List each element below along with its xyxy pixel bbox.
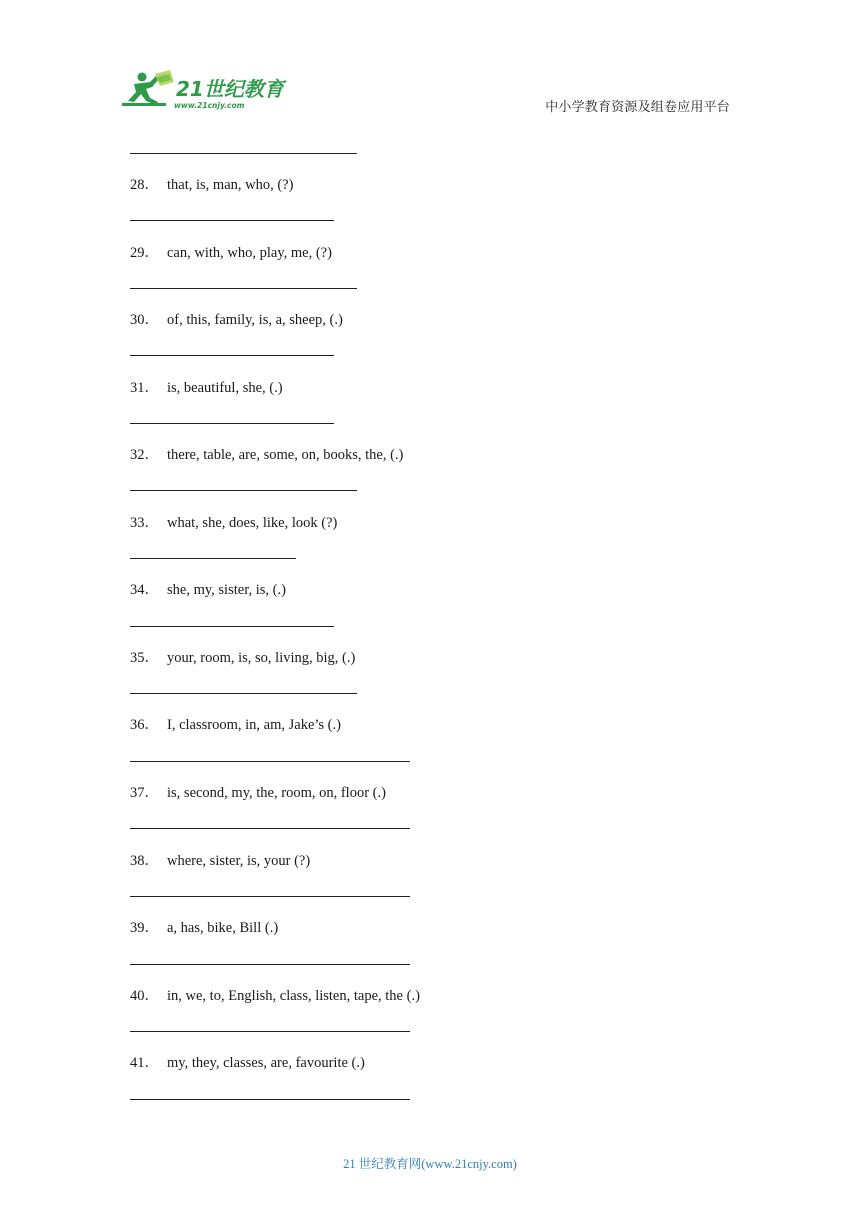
answer-line[interactable] — [130, 220, 334, 221]
question-33 — [130, 511, 337, 532]
question-number: 28． — [130, 177, 159, 193]
answer-line[interactable] — [130, 1031, 410, 1032]
logo-main-text: 21世纪教育 — [176, 77, 284, 101]
answer-line[interactable] — [130, 828, 410, 829]
logo-sub-text: www.21cnjy.com — [174, 101, 245, 110]
question-number: 40． — [130, 988, 159, 1004]
question-number: 30． — [130, 312, 159, 328]
question-number: 33． — [130, 515, 159, 531]
answer-line[interactable] — [130, 693, 357, 694]
answer-line[interactable] — [130, 153, 357, 154]
question-text: where, sister, is, your (?) — [167, 853, 311, 869]
question-text: my, they, classes, are, favourite (.) — [167, 1055, 365, 1071]
answer-line[interactable] — [130, 896, 410, 897]
question-34 — [130, 578, 286, 599]
footer-link[interactable]: 21 世纪教育网(www.21cnjy.com) — [343, 1157, 517, 1171]
answer-line[interactable] — [130, 423, 334, 424]
header-tagline: 中小学教育资源及组卷应用平台 — [545, 100, 730, 115]
site-logo — [122, 68, 292, 114]
question-number: 29． — [130, 245, 159, 261]
answer-line[interactable] — [130, 490, 357, 491]
question-36 — [130, 713, 341, 734]
answer-line[interactable] — [130, 558, 296, 559]
question-28 — [130, 173, 293, 194]
question-number: 38． — [130, 853, 159, 869]
question-text: can, with, who, play, me, (?) — [167, 245, 332, 261]
question-number: 34． — [130, 582, 159, 598]
question-text: I, classroom, in, am, Jake’s (.) — [167, 717, 341, 733]
question-text: of, this, family, is, a, sheep, (.) — [167, 312, 343, 328]
question-number: 41． — [130, 1055, 159, 1071]
question-31 — [130, 376, 283, 397]
question-38 — [130, 849, 310, 870]
answer-line[interactable] — [130, 964, 410, 965]
question-41 — [130, 1051, 365, 1072]
question-number: 35． — [130, 650, 159, 666]
question-40 — [130, 984, 420, 1005]
answer-line[interactable] — [130, 626, 334, 627]
question-text: a, has, bike, Bill (.) — [167, 920, 279, 936]
question-39 — [130, 916, 278, 937]
question-32 — [130, 443, 403, 464]
question-text: is, second, my, the, room, on, floor (.) — [167, 785, 386, 801]
question-number: 32． — [130, 447, 159, 463]
question-number: 31． — [130, 380, 159, 396]
answer-line[interactable] — [130, 355, 334, 356]
question-text: your, room, is, so, living, big, (.) — [167, 650, 356, 666]
question-number: 37． — [130, 785, 159, 801]
question-number: 36． — [130, 717, 159, 733]
question-text: in, we, to, English, class, listen, tape, the (.) — [167, 988, 420, 1004]
question-30 — [130, 308, 343, 329]
question-text: she, my, sister, is, (.) — [167, 582, 286, 598]
answer-line[interactable] — [130, 1099, 410, 1100]
question-29 — [130, 241, 332, 262]
runner-logo-icon — [122, 70, 174, 106]
question-text: what, she, does, like, look (?) — [167, 515, 338, 531]
question-text: there, table, are, some, on, books, the, (.) — [167, 447, 404, 463]
question-text: is, beautiful, she, (.) — [167, 380, 283, 396]
answer-line[interactable] — [130, 288, 357, 289]
question-35 — [130, 646, 355, 667]
answer-line[interactable] — [130, 761, 410, 762]
question-37 — [130, 781, 386, 802]
question-number: 39． — [130, 920, 159, 936]
question-text: that, is, man, who, (?) — [167, 177, 294, 193]
